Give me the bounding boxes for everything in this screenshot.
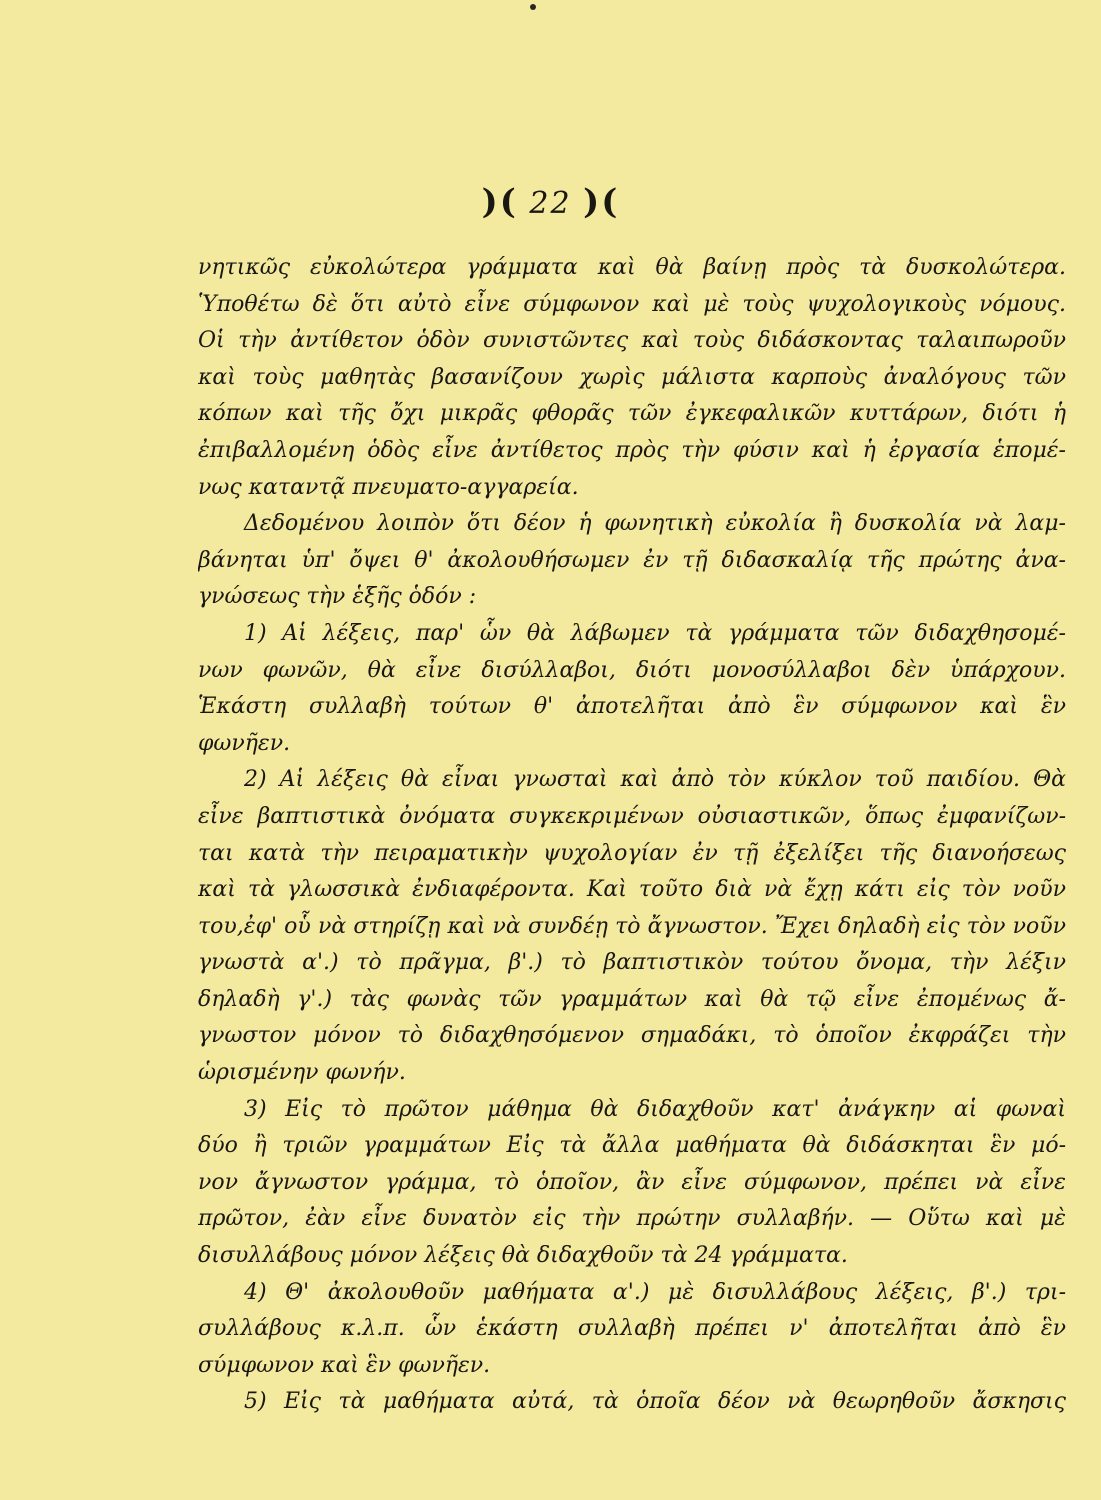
text-line: 4) Θ' ἀκολουθοῦν μαθήματα α'.) μὲ δισυλλάβους λέξεις, β'.) τρι- <box>244 1279 1066 1305</box>
text-line: καὶ τὰ γλωσσικὰ ἐνδιαφέροντα. Καὶ τοῦτο διὰ νὰ ἔχῃ κάτι εἰς τὸν νοῦν <box>198 877 1066 903</box>
text-line: 1) Αἱ λέξεις, παρ' ὧν θὰ λάβωμεν τὰ γράμματα τῶν διδαχθησομέ- <box>244 620 1066 646</box>
text-line: ὡρισμένην φωνήν. <box>198 1060 406 1086</box>
text-line: γνώσεως τὴν ἑξῆς ὁδόν : <box>198 584 477 610</box>
page-number-right-mark: )( <box>583 182 620 222</box>
text-line: συλλάβους κ.λ.π. ὧν ἑκάστη συλλαβὴ πρέπει ν' ἀποτελῆται ἀπὸ ἓν <box>198 1316 1066 1342</box>
text-line: Ὑποθέτω δὲ ὅτι αὐτὸ εἶνε σύμφωνον καὶ μὲ τοὺς ψυχολογικοὺς νόμους. <box>198 291 1066 317</box>
text-line: Δεδομένου λοιπὸν ὅτι δέον ἡ φωνητικὴ εὐκολία ἢ δυσκολία νὰ λαμ- <box>244 511 1066 537</box>
text-line: σύμφωνον καὶ ἓν φωνῆεν. <box>198 1352 491 1378</box>
text-line: πρῶτον, ἐὰν εἶνε δυνατὸν εἰς τὴν πρώτην συλλαβήν. — Οὕτω καὶ μὲ <box>198 1206 1066 1232</box>
text-line: γνωστον μόνον τὸ διδαχθησόμενον σημαδάκι, τὸ ὁποῖον ἐκφράζει τὴν <box>198 1023 1066 1049</box>
text-line: φωνῆεν. <box>198 730 291 756</box>
text-line: δισυλλάβους μόνον λέξεις θὰ διδαχθοῦν τὰ 24 γράμματα. <box>198 1243 848 1269</box>
text-line: νητικῶς εὐκολώτερα γράμματα καὶ θὰ βαίνῃ πρὸς τὰ δυσκολώτερα. <box>198 255 1066 280</box>
text-line: κόπων καὶ τῆς ὄχι μικρᾶς φθορᾶς τῶν ἐγκεφαλικῶν κυττάρων, διότι ἡ <box>198 401 1066 427</box>
page-number <box>0 182 1101 222</box>
text-line: δηλαδὴ γ'.) τὰς φωνὰς τῶν γραμμάτων καὶ θὰ τῷ εἶνε ἐπομένως ἄ- <box>198 986 1066 1012</box>
page-speck <box>530 4 536 10</box>
text-line: νον ἄγνωστον γράμμα, τὸ ὁποῖον, ἂν εἶνε σύμφωνον, πρέπει νὰ εἶνε <box>198 1169 1066 1195</box>
text-line: βάνηται ὑπ' ὄψει θ' ἀκολουθήσωμεν ἐν τῇ διδασκαλίᾳ τῆς πρώτης ἀνα- <box>198 547 1066 573</box>
page-number-value: 22 <box>529 186 572 221</box>
text-line: 5) Εἰς τὰ μαθήματα αὐτά, τὰ ὁποῖα δέον νὰ θεωρηθοῦν ἄσκησις <box>244 1389 1066 1415</box>
text-line: 3) Εἰς τὸ πρῶτον μάθημα θὰ διδαχθοῦν κατ' ἀνάγκην αἱ φωναὶ <box>244 1096 1066 1122</box>
text-line: γνωστὰ α'.) τὸ πρᾶγμα, β'.) τὸ βαπτιστικὸν τούτου ὄνομα, τὴν λέξιν <box>198 950 1066 976</box>
text-line: δύο ἢ τριῶν γραμμάτων Εἰς τὰ ἄλλα μαθήματα θὰ διδάσκηται ἓν μό- <box>198 1133 1066 1159</box>
text-line: Οἱ τὴν ἀντίθετον ὁδὸν συνιστῶντες καὶ τοὺς διδάσκοντας ταλαιπωροῦν <box>198 328 1066 354</box>
text-line: νως καταντᾷ πνευματο-αγγαρεία. <box>198 474 579 500</box>
text-line: καὶ τοὺς μαθητὰς βασανίζουν χωρὶς μάλιστα καρποὺς ἀναλόγους τῶν <box>198 364 1066 390</box>
text-line: ται κατὰ τὴν πειραματικὴν ψυχολογίαν ἐν τῇ ἐξελίξει τῆς διανοήσεως <box>198 840 1066 866</box>
text-line: εἶνε βαπτιστικὰ ὀνόματα συγκεκριμένων οὐσιαστικῶν, ὅπως ἐμφανίζων- <box>198 803 1066 829</box>
text-line: του,ἐφ' οὗ νὰ στηρίζῃ καὶ νὰ συνδέῃ τὸ ἄγνωστον. Ἔχει δηλαδὴ εἰς τὸν νοῦν <box>198 913 1066 939</box>
text-line: Ἑκάστη συλλαβὴ τούτων θ' ἀποτελῆται ἀπὸ ἓν σύμφωνον καὶ ἓν <box>198 694 1066 720</box>
page-number-left-mark: )( <box>481 182 518 222</box>
text-line: νων φωνῶν, θὰ εἶνε δισύλλαβοι, διότι μονοσύλλαβοι δὲν ὑπάρχουν. <box>198 657 1066 683</box>
text-line: 2) Αἱ λέξεις θὰ εἶναι γνωσταὶ καὶ ἀπὸ τὸν κύκλον τοῦ παιδίου. Θὰ <box>244 767 1066 793</box>
text-line: ἐπιβαλλομένη ὁδὸς εἶνε ἀντίθετος πρὸς τὴν φύσιν καὶ ἡ ἐργασία ἑπομέ- <box>198 437 1066 463</box>
body-text <box>198 250 1066 1421</box>
